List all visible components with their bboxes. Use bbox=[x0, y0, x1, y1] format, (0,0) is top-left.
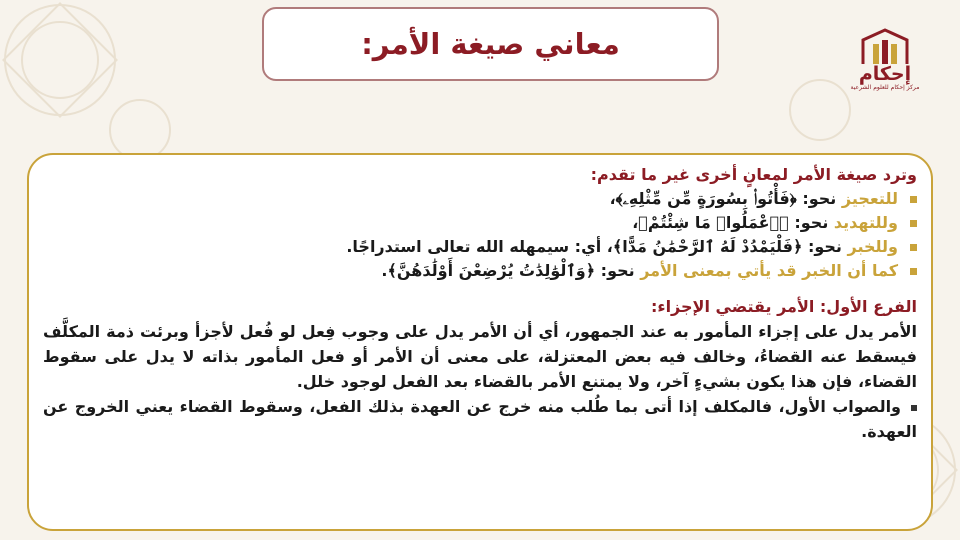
list-item bbox=[43, 259, 917, 283]
bullet-icon bbox=[910, 196, 917, 203]
item-text: نحو: ﴿فَأْتُوا۟ بِسُورَةٍ مِّن مِّثْلِهِۦ﴾، bbox=[609, 189, 842, 208]
content-box bbox=[27, 153, 933, 531]
bullet-icon bbox=[910, 244, 917, 251]
final-paragraph bbox=[43, 394, 917, 444]
bullet-icon bbox=[910, 220, 917, 227]
final-text: والصواب الأول، فالمكلف إذا أتى بما طُلب منه خرج عن العهدة بذلك الفعل، وسقوط القضاء يعني الخروج عن العهدة. bbox=[43, 397, 917, 441]
bullet-icon bbox=[911, 405, 917, 411]
item-label: وللتهديد bbox=[833, 213, 898, 232]
list-item bbox=[43, 211, 917, 235]
section-heading: الفرع الأول: الأمر يقتضي الإجزاء: bbox=[650, 297, 917, 316]
logo-name: إحكام bbox=[858, 63, 912, 85]
item-label: وللخبر bbox=[847, 237, 898, 256]
intro-heading: وترد صيغة الأمر لمعانٍ أخرى غير ما تقدم: bbox=[590, 165, 917, 184]
paragraph: الأمر يدل على إجزاء المأمور به عند الجمهور، أي أن الأمر يدل على وجوب فِعل لو فُعل لأجزأ وبرئت ذمة المكلَّف فيسقط عنه القضاءُ، وخالف فيه بعض المعتزلة، على معنى أن الأمر أو فعل المأمور بذاته لا يدل على سقوط القضاء، فإن هذا يكون بشيءٍ آخر، ولا يمتنع الأمر بالقضاء بعد الفعل لوجود خلل. bbox=[43, 322, 917, 391]
bullet-icon bbox=[910, 268, 917, 275]
item-text: نحو: ﴿وَٱلْوَٰلِدَٰتُ يُرْضِعْنَ أَوْلَٰدَهُنَّ﴾. bbox=[381, 261, 641, 280]
item-label: للتعجيز bbox=[841, 189, 898, 208]
logo bbox=[845, 26, 925, 96]
page-title: معاني صيغة الأمر: bbox=[361, 27, 620, 61]
title-box bbox=[262, 7, 719, 81]
item-label: كما أن الخبر قد يأتي بمعنى الأمر bbox=[640, 261, 898, 280]
list-item bbox=[43, 235, 917, 259]
list-item bbox=[43, 187, 917, 211]
logo-subtitle: مركز إحكام للعلوم الشرعية bbox=[850, 84, 920, 91]
item-text: نحو: ﴿ٱعْمَلُوا۟ مَا شِئْتُمْ﴾، bbox=[632, 213, 834, 232]
logo-mark-icon bbox=[855, 26, 915, 66]
item-text: نحو: ﴿فَلْيَمْدُدْ لَهُ ٱلرَّحْمَٰنُ مَدًّا﴾، أي: سيمهله الله تعالى استدراجًا. bbox=[346, 237, 848, 256]
